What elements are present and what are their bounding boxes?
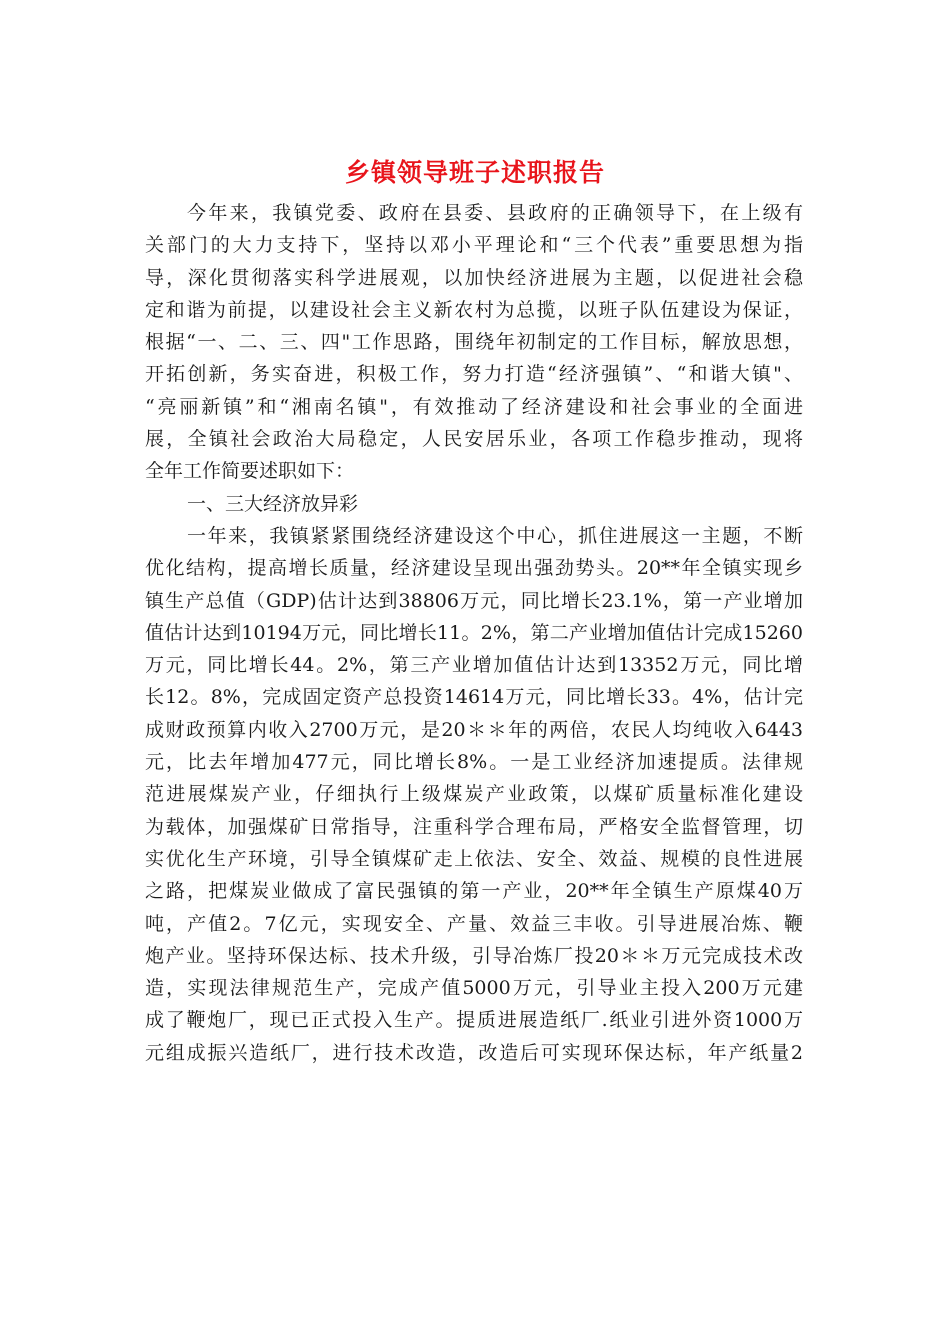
- paragraph-line: 元，比去年增加477元，同比增长8%。一是工业经济加速提质。法律规: [145, 751, 803, 774]
- paragraph-line: 炮产业。坚持环保达标、技术升级，引导冶炼厂投20＊＊万元完成技术改: [145, 944, 803, 967]
- paragraph-line: 全年工作简要述职如下：: [145, 460, 355, 483]
- paragraph-line: 为载体，加强煤矿日常指导，注重科学合理布局，严格安全监督管理，切: [145, 815, 803, 838]
- paragraph-line: 成财政预算内收入2700万元，是20＊＊年的两倍，农民人均纯收入6443: [145, 718, 803, 741]
- paragraph-line: 造，实现法律规范生产，完成产值5000万元，引导业主投入200万元建: [145, 977, 803, 1000]
- paragraph-line: “亮丽新镇”和“湘南名镇"，有效推动了经济建设和社会事业的全面进: [145, 395, 803, 418]
- paragraph-line: 长12。8%，完成固定资产总投资14614万元，同比增长33。4%，估计完: [145, 686, 803, 709]
- paragraph-line: 今年来，我镇党委、政府在县委、县政府的正确领导下，在上级有: [187, 202, 803, 224]
- paragraph-line: 关部门的大力支持下，坚持以邓小平理论和“三个代表”重要思想为指: [145, 234, 803, 257]
- paragraph-line: 根据“一、二、三、四"工作思路，围绕年初制定的工作目标，解放思想，: [145, 331, 803, 354]
- section-heading: 一、三大经济放异彩: [187, 492, 359, 515]
- paragraph-line: 一年来，我镇紧紧围绕经济建设这个中心，抓住进展这一主题，不断: [187, 524, 803, 547]
- paragraph-line: 开拓创新，务实奋进，积极工作，努力打造“经济强镇”、“和谐大镇"、: [145, 363, 803, 386]
- paragraph-line: 定和谐为前提，以建设社会主义新农村为总揽，以班子队伍建设为保证，: [145, 298, 803, 321]
- paragraph-line: 之路，把煤炭业做成了富民强镇的第一产业，20**年全镇生产原煤40万: [145, 880, 803, 903]
- paragraph-line: 成了鞭炮厂，现已正式投入生产。提质进展造纸厂.纸业引进外资1000万: [145, 1009, 803, 1032]
- paragraph-line: 导，深化贯彻落实科学进展观，以加快经济进展为主题，以促进社会稳: [145, 266, 803, 289]
- paragraph-line: 实优化生产环境，引导全镇煤矿走上依法、安全、效益、规模的良性进展: [145, 847, 803, 870]
- paragraph-line: 万元，同比增长44。2%，第三产业增加值估计达到13352万元，同比增: [145, 654, 803, 677]
- paragraph-line: 元组成振兴造纸厂，进行技术改造，改造后可实现环保达标，年产纸量2: [145, 1041, 803, 1064]
- paragraph-line: 展，全镇社会政治大局稳定，人民安居乐业，各项工作稳步推动，现将: [145, 428, 803, 451]
- paragraph-line: 镇生产总值（GDP)估计达到38806万元，同比增长23.1%，第一产业增加: [145, 589, 803, 612]
- paragraph-line: 值估计达到10194万元，同比增长11。2%，第二产业增加值估计完成15260: [145, 621, 803, 644]
- paragraph-line: 范进展煤炭产业，仔细执行上级煤炭产业政策，以煤矿质量标准化建设: [145, 783, 803, 806]
- document-body: [145, 197, 803, 1069]
- paragraph-line: 优化结构，提高增长质量，经济建设呈现出强劲势头。20**年全镇实现乡: [145, 557, 803, 580]
- paragraph-line: 吨，产值2。7亿元，实现安全、产量、效益三丰收。引导进展冶炼、鞭: [145, 912, 803, 935]
- document-title: 乡镇领导班子述职报告: [344, 158, 605, 187]
